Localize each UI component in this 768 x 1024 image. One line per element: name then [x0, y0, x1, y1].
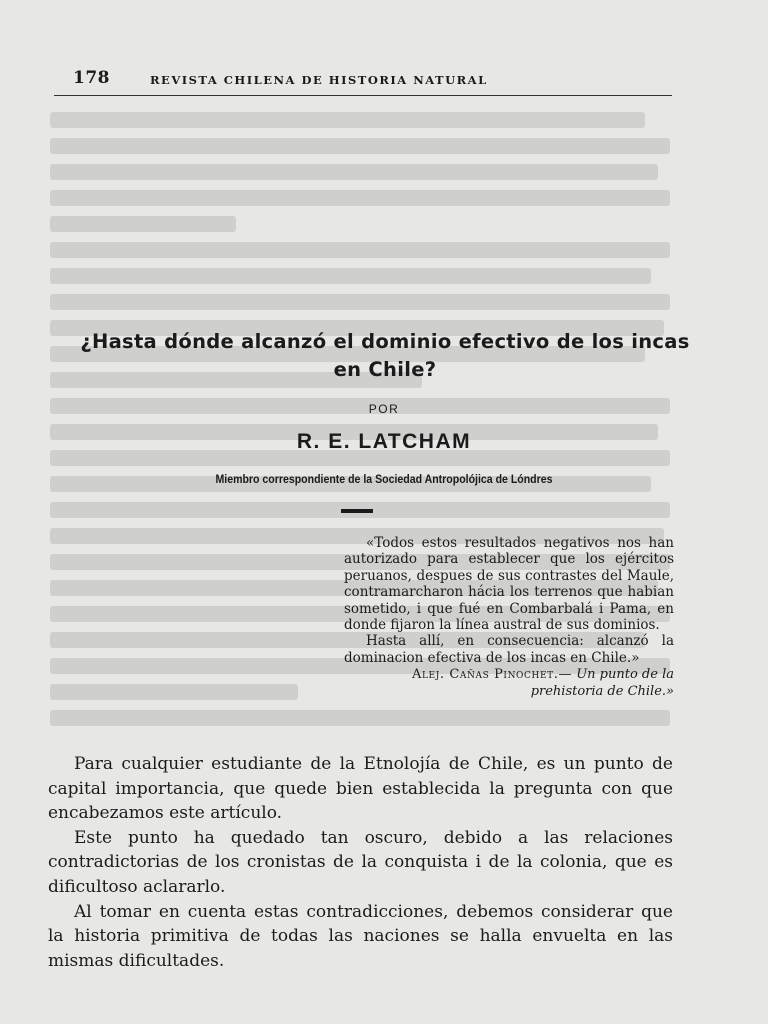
body-paragraph-2: Este punto ha quedado tan oscuro, debido a las relaciones contradictorias de los cronistas de la conquista i de la colonia, que es dificultoso aclararlo.	[48, 827, 673, 897]
page-number: 178	[73, 68, 110, 88]
epigraph-paragraph-1: «Todos estos resultados negativos nos han autorizado para establecer que los ejércitos peruanos, despues de sus contrastes del Maule, contramarcharon hácia los terrenos que habian sometido, i que fué en Combarbalá i Pama, en donde fijaron la línea austral de sus dominios.	[344, 535, 674, 634]
epigraph	[344, 535, 674, 700]
author-name: R. E. LATCHAM	[296, 430, 472, 453]
article-title-line-2: en Chile?	[333, 358, 437, 381]
header-rule	[54, 95, 672, 96]
author-affiliation: Miembro correspondiente de la Sociedad Antropolójica de Lóndres	[215, 472, 553, 486]
byline-por: POR	[368, 402, 400, 416]
running-title: REVISTA CHILENA DE HISTORIA NATURAL	[150, 73, 488, 87]
article-title-line-1: ¿Hasta dónde alcanzó el dominio efectivo de los incas	[80, 330, 690, 353]
epigraph-paragraph-2: Hasta allí, en consecuencia: alcanzó la dominacion efectiva de los incas en Chile.»	[344, 633, 674, 666]
epigraph-attribution-work: Un punto de la prehistoria de Chile.»	[530, 667, 674, 699]
section-divider	[341, 509, 373, 513]
body-paragraph-1: Para cualquier estudiante de la Etnolojía de Chile, es un punto de capital importancia, que quede bien establecida la pregunta con que encabezamos este artículo.	[48, 754, 673, 824]
article-body	[48, 752, 673, 973]
epigraph-attribution-author: Alej. Cañas Pinochet.—	[411, 667, 573, 683]
body-paragraph-3: Al tomar en cuenta estas contradicciones, debemos considerar que la historia primitiva de todas las naciones se halla envuelta en las mismas dificultades.	[48, 901, 673, 971]
epigraph-attribution	[344, 667, 674, 700]
article-title	[40, 328, 730, 384]
page-header	[73, 66, 673, 92]
